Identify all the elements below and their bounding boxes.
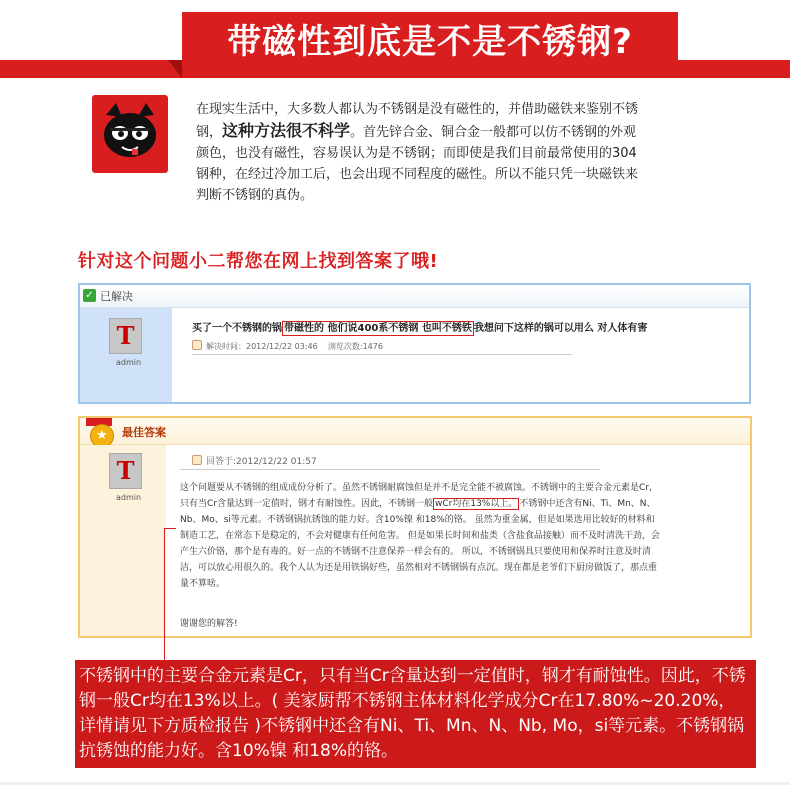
connector-line: [164, 528, 176, 529]
thanks-text: 谢谢您的解答!: [180, 619, 238, 629]
divider: [192, 354, 572, 355]
cat-mascot-icon: [92, 95, 168, 173]
banner-notch: [168, 60, 182, 78]
callout-text: 不锈钢中的主要合金元素是Cr，只有当Cr含量达到一定值时，钢才有耐蚀性。因此，不锈钢一般Cr均在13%以上。( 美家厨帮不锈钢主体材料化学成分Cr在17.80%~20.20%，详情请见下方质检报告 )不锈钢中还含有Ni、Ti、Mn、N、Nb, Mo，si等元素。不锈钢锅抗锈蚀的能力好。含10%镍 和18%的铬。: [79, 666, 746, 761]
check-icon: ✓: [83, 289, 96, 302]
divider: [180, 469, 600, 470]
medal-icon: ★: [90, 424, 114, 448]
callout-box: [75, 660, 756, 768]
username[interactable]: admin: [116, 493, 142, 502]
best-answer-label: 最佳答案: [122, 426, 166, 439]
card-header: [80, 285, 749, 308]
username[interactable]: admin: [116, 358, 142, 367]
intro-text-2: 。首先锌合金、铜合金一般都可以仿不锈钢的外观颜色，也没有磁性，容易误认为是不锈钢；而即使是我们目前最常使用的304钢种，在经过冷加工后，也会出现不同程度的磁性。所以不能只凭一块磁铁来判断不锈钢的真伪。: [196, 125, 639, 203]
question-pre: 买了一个不锈钢的锅: [192, 323, 282, 334]
answer-text: [180, 480, 660, 592]
answer-pre: 这个问题要从不锈钢的组成成份分析了。虽然不锈钢耐腐蚀但是并不是完全能不被腐蚀。不锈钢中的主要合金元素是Cr，只有当Cr含量达到一定值时，钢才有耐蚀性。因此，不锈钢一般: [180, 483, 658, 509]
answer-meta: [192, 454, 317, 467]
answer-highlight: wCr均在13%以上。: [435, 499, 518, 509]
clock-icon: [192, 455, 202, 465]
answer-post: 不锈钢中还含有Ni、Ti、Mn、N、Nb、Mo、si等元素。不锈钢锅抗锈蚀的能力好。含10%镍 和18%的铬。 虽然为重金属，但是如果选用比较好的材料和制造工艺，在常态下是稳定的，不会对健康有任何危害。 但是如果长时间和盐类（含盐食品接触）而不及时清洗干劲，会产生六价铬，那个是有毒的。好一点的不锈钢不注意保养一样会有的。 所以，不锈钢锅具只要使用和保养时注意及时清洁，可以放心用很久的。我个人认为还是用铁锅好些，虽然相对不锈钢锅有点沉。现在都是老爷们下厨房做饭了，那点重量不算啥。: [180, 499, 660, 589]
view-count: 浏览次数:1476: [327, 342, 383, 351]
resolved-time: 解决时间：2012/12/22 03:46: [206, 342, 318, 351]
question-highlight: 带磁性的 他们说400系不锈钢 也叫不锈铁: [284, 323, 472, 334]
user-sidebar: [80, 308, 172, 402]
question-meta: [192, 340, 383, 352]
user-sidebar: [80, 445, 166, 636]
subheading: 针对这个问题小二帮您在网上找到答案了哦!: [78, 251, 439, 272]
status-label: 已解决: [100, 290, 133, 303]
page-title: 带磁性到底是不是不锈钢?: [182, 12, 678, 72]
intro-paragraph: [196, 99, 646, 206]
resolved-question-card: [78, 283, 751, 404]
best-answer-card: [78, 416, 752, 638]
card-header: [80, 418, 750, 445]
connector-line: [164, 528, 165, 660]
clock-icon: [192, 340, 202, 350]
question-text: [192, 319, 647, 334]
avatar[interactable]: T: [109, 318, 142, 354]
intro-emphasis: 这种方法很不科学: [222, 121, 351, 140]
question-post: 我想问下这样的锅可以用么 对人体有害: [473, 323, 648, 334]
intro-text-1: 在现实生活中，大多数人都认为不锈钢是没有磁性的，并借助磁铁来鉴别不锈钢，: [196, 102, 639, 140]
avatar[interactable]: T: [109, 453, 142, 489]
answered-at: 回答于:2012/12/22 01:57: [206, 457, 317, 467]
